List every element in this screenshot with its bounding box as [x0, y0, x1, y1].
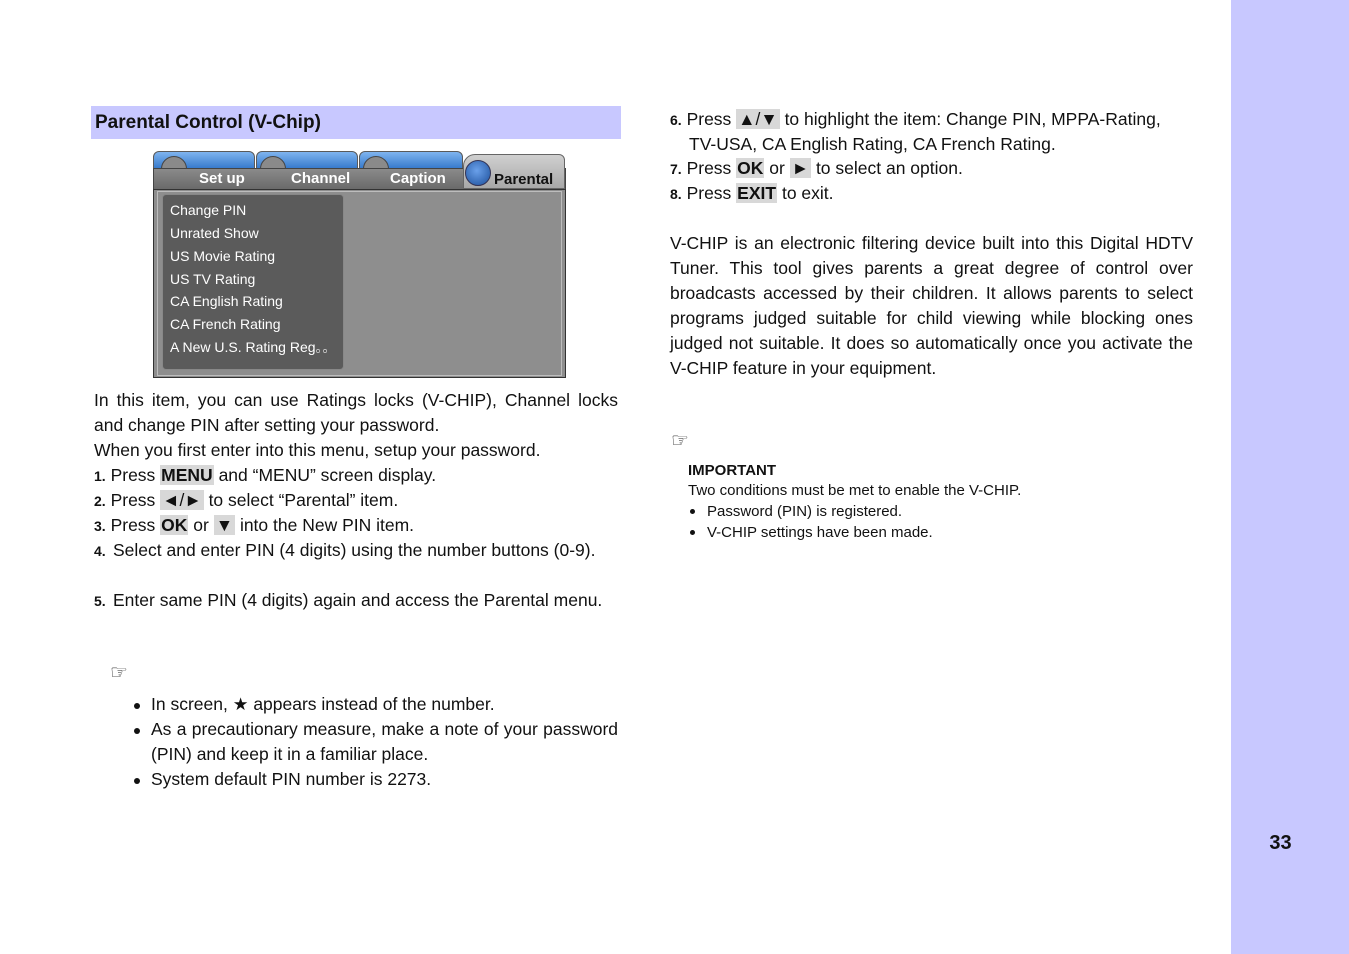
bullet-icon [690, 509, 695, 514]
step-text: Press [110, 490, 156, 510]
step-text: to select an option. [815, 158, 963, 178]
step-text: to select “Parental” item. [208, 490, 399, 510]
step-text: Press [686, 109, 732, 129]
step-number: 2. [94, 493, 106, 509]
step-text: Press [686, 183, 732, 203]
step-text: to highlight the item: Change PIN, MPPA-Rating, [784, 109, 1161, 129]
step-6 [670, 107, 1161, 133]
first-enter-text: When you first enter into this menu, setup your password. [94, 440, 541, 460]
condition-2: V-CHIP settings have been made. [707, 524, 933, 541]
page-sidebar [1231, 0, 1349, 954]
up-down-arrow-icon: ▲/▼ [738, 109, 778, 129]
exit-key: EXIT [737, 183, 777, 203]
step-8 [670, 181, 834, 207]
menu-key: MENU [161, 465, 213, 485]
tab-caption: Caption [390, 170, 446, 187]
condition-1: Password (PIN) is registered. [707, 503, 903, 520]
note-text: appears instead of the number. [253, 694, 495, 714]
bullet-icon [690, 530, 695, 535]
bullet-icon [134, 703, 140, 709]
menu-item-new-us-rating: A New U.S. Rating Reg。。 [170, 339, 337, 355]
bullet-icon [134, 728, 140, 734]
note-2: As a precautionary measure, make a note of your password (PIN) and keep it in a familiar place. [151, 719, 618, 764]
important-label: IMPORTANT [688, 462, 777, 479]
step-text: Press [686, 158, 732, 178]
step-number: 3. [94, 518, 106, 534]
step-1 [94, 463, 436, 489]
star-icon: ★ [232, 694, 249, 714]
step-4-number [94, 538, 106, 564]
bullet-icon [134, 778, 140, 784]
step-number: 5. [94, 593, 106, 609]
tab-channel: Channel [291, 170, 351, 187]
parental-tab-icon [465, 160, 491, 186]
menu-item-ca-english-rating: CA English Rating [170, 293, 283, 309]
step-number: 7. [670, 161, 682, 177]
ok-key: OK [161, 515, 188, 535]
tab-parental: Parental [494, 171, 554, 188]
step-number: 6. [670, 112, 682, 128]
note-3: System default PIN number is 2273. [151, 769, 432, 789]
step-5-number [94, 588, 106, 614]
menu-item-us-movie-rating: US Movie Rating [170, 248, 276, 264]
menu-item-list [162, 194, 344, 370]
menu-item-us-tv-rating: US TV Rating [170, 271, 256, 287]
intro-paragraph: In this item, you can use Ratings locks (V-CHIP), Channel locks and change PIN after setting your password. [94, 390, 618, 435]
parental-menu-screenshot [153, 151, 566, 378]
left-right-arrow-icon: ◄/► [162, 490, 202, 510]
menu-item-change-pin: Change PIN [170, 202, 247, 218]
right-arrow-icon: ► [791, 158, 810, 178]
ok-key: OK [737, 158, 764, 178]
menu-item-unrated-show: Unrated Show [170, 225, 259, 241]
menu-item-ca-french-rating: CA French Rating [170, 316, 281, 332]
step-text: or [193, 515, 209, 535]
step-number: 4. [94, 543, 106, 559]
step-number: 1. [94, 468, 106, 484]
step-number: 8. [670, 186, 682, 202]
step-text: and “MENU” screen display. [218, 465, 437, 485]
important-text: Two conditions must be met to enable the V-CHIP. [688, 482, 1022, 499]
step-7 [670, 156, 963, 182]
note-1 [151, 692, 495, 717]
pointing-hand-icon: ☞ [671, 430, 689, 452]
section-title: Parental Control (V-Chip) [91, 106, 621, 139]
step-text: to exit. [781, 183, 834, 203]
step-2 [94, 488, 398, 514]
step-text: or [769, 158, 785, 178]
note-text: In screen, [151, 694, 228, 714]
step-text: into the New PIN item. [239, 515, 415, 535]
step-3 [94, 513, 414, 539]
vchip-description: V-CHIP is an electronic filtering device built into this Digital HDTV Tuner. This tool gives parents a great degree of control over broadcasts accessed by their children. It allows parents to select programs judged suitable for child viewing while blocking ones judged not suitable. It does so automatically once you activate the V-CHIP feature in your equipment. [670, 233, 1193, 378]
page-number: 33 [1269, 832, 1292, 854]
step-4: Select and enter PIN (4 digits) using the number buttons (0-9). [113, 540, 596, 560]
pointing-hand-icon: ☞ [110, 662, 128, 684]
step-6-continued: TV-USA, CA English Rating, CA French Rating. [689, 134, 1056, 154]
down-arrow-icon: ▼ [215, 515, 234, 535]
step-text: Press [110, 465, 156, 485]
tab-setup: Set up [199, 170, 245, 187]
step-text: Press [110, 515, 156, 535]
step-5: Enter same PIN (4 digits) again and access the Parental menu. [113, 590, 603, 610]
